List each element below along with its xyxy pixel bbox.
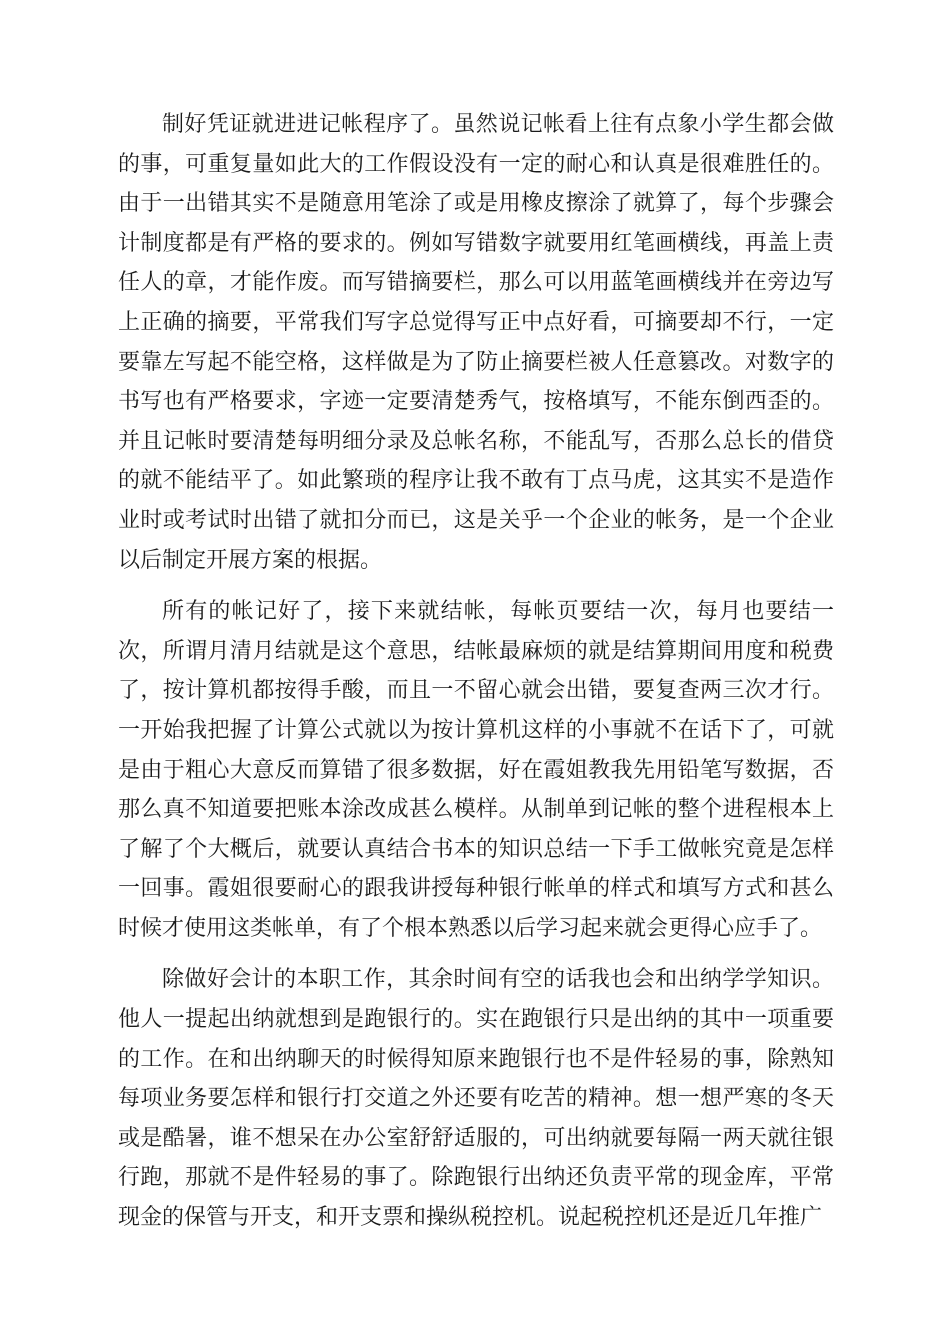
document-body [118,105,834,1238]
paragraph-bookkeeping: 制好凭证就进进记帐程序了。虽然说记帐看上往有点象小学生都会做的事，可重复量如此大的工作假设没有一定的耐心和认真是很难胜任的。由于一出错其实不是随意用笔涂了或是用橡皮擦涂了就算了，每个步骤会计制度都是有严格的要求的。例如写错数字就要用红笔画横线，再盖上责任人的章，才能作废。而写错摘要栏，那么可以用蓝笔画横线并在旁边写上正确的摘要，平常我们写字总觉得写正中点好看，可摘要却不行，一定要靠左写起不能空格，这样做是为了防止摘要栏被人任意篡改。对数字的书写也有严格要求，字迹一定要清楚秀气，按格填写，不能东倒西歪的。并且记帐时要清楚每明细分录及总帐名称，不能乱写，否那么总长的借贷的就不能结平了。如此繁琐的程序让我不敢有丁点马虎，这其实不是造作业时或考试时出错了就扣分而已，这是关乎一个企业的帐务，是一个企业以后制定开展方案的根据。 [118,112,834,573]
paragraph-cashier: 除做好会计的本职工作，其余时间有空的话我也会和出纳学学知识。他人一提起出纳就想到是跑银行的。实在跑银行只是出纳的其中一项重要的工作。在和出纳聊天的时候得知原来跑银行也不是件轻易的事，除熟知每项业务要怎样和银行打交道之外还要有吃苦的精神。想一想严寒的冬天或是酷暑，谁不想呆在办公室舒舒适服的，可出纳就要每隔一两天就往银行跑，那就不是件轻易的事了。除跑银行出纳还负责平常的现金库，平常现金的保管与开支，和开支票和操纵税控机。说起税控机还是近几年推广 [118,967,834,1231]
paragraph-closing-accounts: 所有的帐记好了，接下来就结帐，每帐页要结一次，每月也要结一次，所谓月清月结就是这个意思，结帐最麻烦的就是结算期间用度和税费了，按计算机都按得手酸，而且一不留心就会出错，要复查两三次才行。一开始我把握了计算公式就以为按计算机这样的小事就不在话下了，可就是由于粗心大意反而算错了很多数据，好在霞姐教我先用铅笔写数据，否那么真不知道要把账本涂改成甚么模样。从制单到记帐的整个进程根本上了解了个大概后，就要认真结合书本的知识总结一下手工做帐究竟是怎样一回事。霞姐很要耐心的跟我讲授每种银行帐单的样式和填写方式和甚么时候才使用这类帐单，有了个根本熟悉以后学习起来就会更得心应手了。 [118,599,834,941]
